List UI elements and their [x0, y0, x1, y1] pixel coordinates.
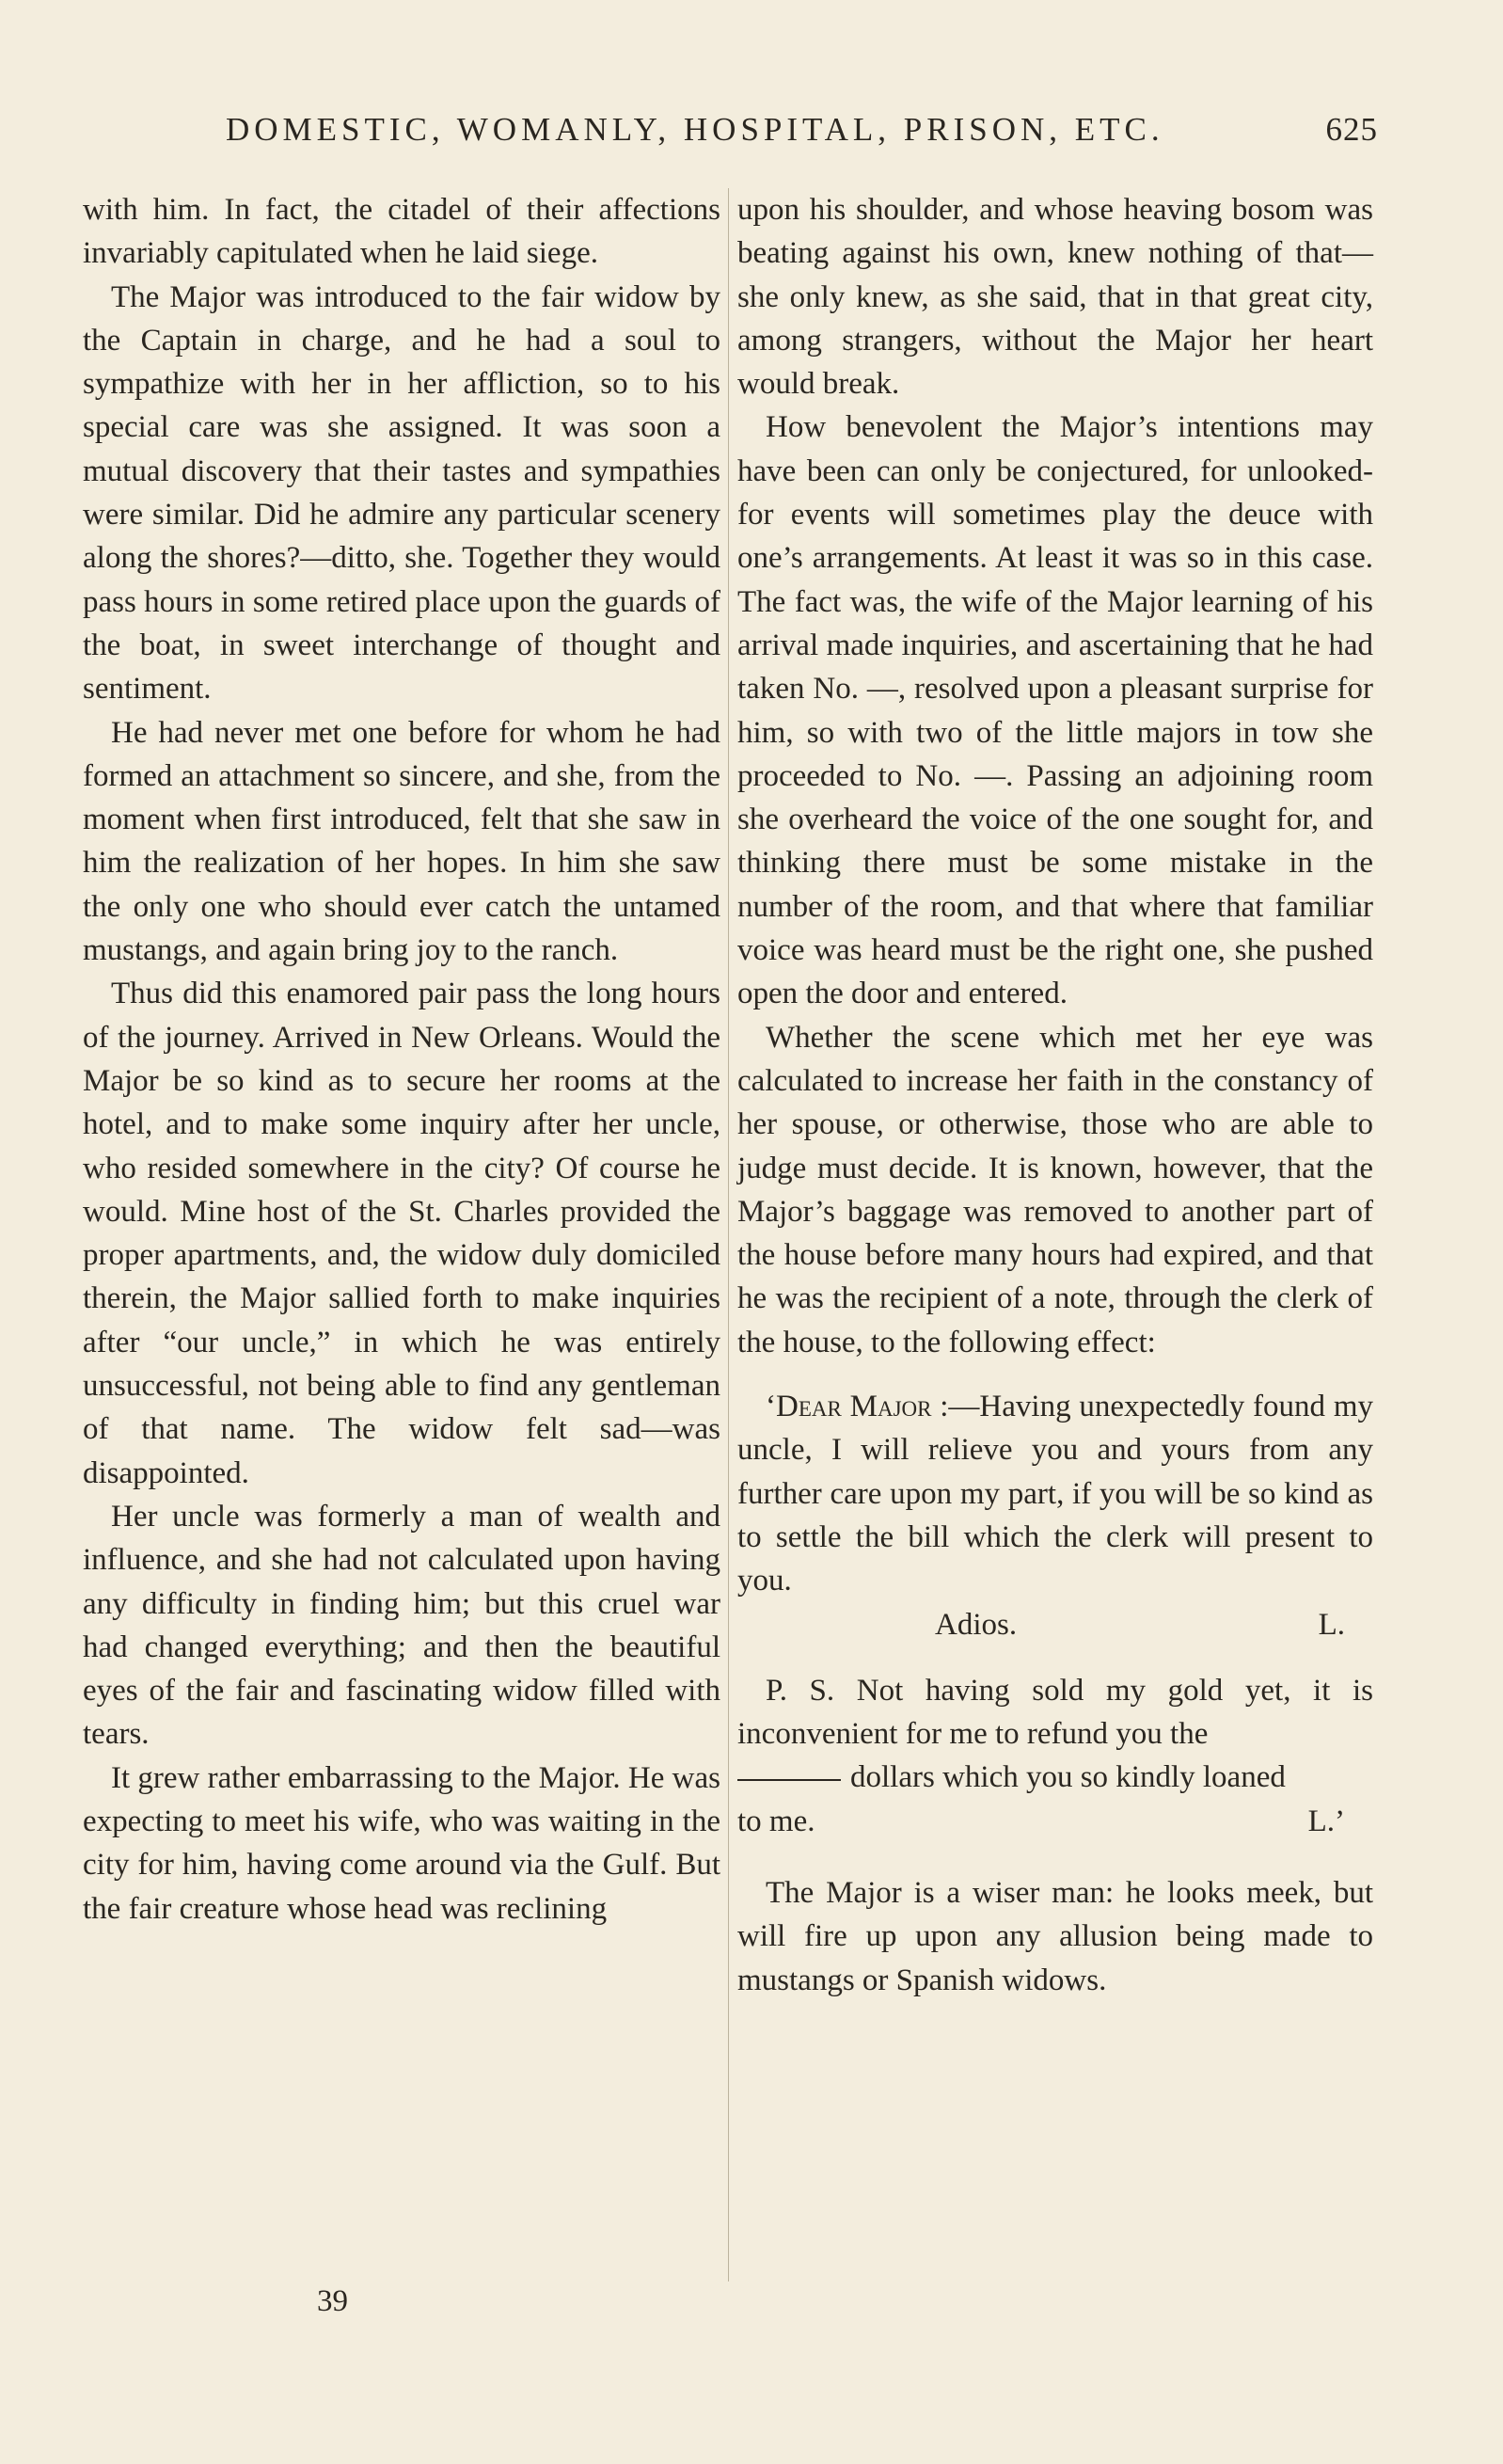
paragraph: How benevolent the Major’s intentions may have been can only be conjectured, for unlooked-for events will sometimes play the deuce with one’s arrangements. At least it was so in this case. The fact was, the wife of the Major learning of his arrival made inquiries, and ascertaining that he had taken No. —, resolved upon a pleasant surprise for him, so with two of the little majors in tow she proceeded to No. —. Passing an adjoining room she overheard the voice of the one sought for, and thinking there must be some mistake in the number of the room, and that where that familiar voice was heard must be the right one, she pushed open the door and entered. — [737, 410, 1373, 1011]
spacer — [737, 1646, 1373, 1669]
running-title: DOMESTIC, WOMANLY, HOSPITAL, PRISON, ETC. — [226, 111, 1164, 148]
paragraph-continued: with him. In fact, the citadel of their affections invariably capitulated when he laid siege. — [83, 193, 720, 271]
note-text: :—Having unexpectedly found my uncle, I will relieve you and yours from any further care upon my part, if you will be so kind as to settle the bill which the clerk will present to you. — [737, 1390, 1373, 1598]
paragraph: Thus did this enamored pair pass the long hours of the journey. Arrived in New Orleans. Would the Major be so kind as to secure her rooms at the hotel, and to make some inquiry after her uncle, who resided somewhere in the city? Of course he would. Mine host of the St. Charles provided the proper apartments, and, the widow duly domiciled therein, the Major sallied forth to make inquiries after “our uncle,” in which he was entirely unsuccessful, not being able to find any gentleman of that name. The widow felt sad—was disappointed. — [83, 977, 720, 1490]
sign-off: Adios. — [935, 1607, 1018, 1642]
left-column — [83, 188, 720, 1931]
quoted-note — [737, 1385, 1373, 1843]
paragraph: He had never met one before for whom he had formed an attachment so sincere, and she, from the moment when first introduced, felt that she saw in him the realization of her hopes. In him she saw the only one who should ever catch the untamed mustangs, and again bring joy to the ranch. — [83, 715, 720, 968]
paragraph: It grew rather embarrassing to the Major. He was expecting to meet his wife, who was waiting in the city for him, having come around via the Gulf. But the fair creature whose head was reclining — [83, 1760, 720, 1926]
right-column — [737, 188, 1373, 2002]
postscript: P. S. Not having sold my gold yet, it is inconvenient for me to refund you the — [737, 1673, 1373, 1752]
postscript-line: dollars which you so kindly loaned — [737, 1756, 1373, 1799]
note-salutation: Dear Major — [776, 1390, 932, 1424]
paragraph: The Major is a wiser man: he looks meek, but will fire up upon any allusion being made to mustangs or Spanish widows. — [737, 1875, 1373, 1997]
paragraph: The Major was introduced to the fair widow by the Captain in charge, and he had a soul to sympathize with her in her affliction, so to his special care was she assigned. It was soon a mutual discovery that their tastes and sympathies were similar. Did he admire any particular scenery along the shores?—ditto, she. Together they would pass hours in some retired place upon the guards of the boat, in sweet interchange of thought and sentiment. — [83, 279, 720, 707]
column-rule — [728, 188, 729, 2281]
signature-mark: 39 — [317, 2284, 348, 2318]
open-quote: ‘ — [766, 1390, 776, 1424]
page-number: 625 — [1325, 111, 1378, 148]
running-header — [226, 111, 1378, 158]
sign-initial: L. — [1318, 1607, 1345, 1642]
paragraph: Whether the scene which met her eye was calculated to increase her faith in the constancy of her spouse, or otherwise, those who are able to judge must decide. It is known, however, that the Major’s baggage was removed to another part of the house before many hours had expired, and that he was the recipient of a note, through the clerk of the house, to the following effect: — [737, 1020, 1373, 1359]
note-body — [737, 1385, 1373, 1602]
paragraph: Her uncle was formerly a man of wealth and influence, and she had not calculated upon having any difficulty in finding him; but this cruel war had changed everything; and then the beautiful eyes of the fair and fascinating widow filled with tears. — [83, 1499, 720, 1752]
blank-amount-rule — [737, 1779, 841, 1781]
postscript-line: to me. L.’ — [737, 1800, 1373, 1843]
note-signature — [737, 1603, 1373, 1646]
spacer — [737, 1843, 1373, 1871]
postscript-initial: L.’ — [1307, 1804, 1345, 1838]
paragraph-continued: upon his shoulder, and whose heaving bosom was beating against his own, knew nothing of that—she only knew, as she said, that in that great city, among strangers, without the Major her heart would break. — [737, 193, 1373, 402]
